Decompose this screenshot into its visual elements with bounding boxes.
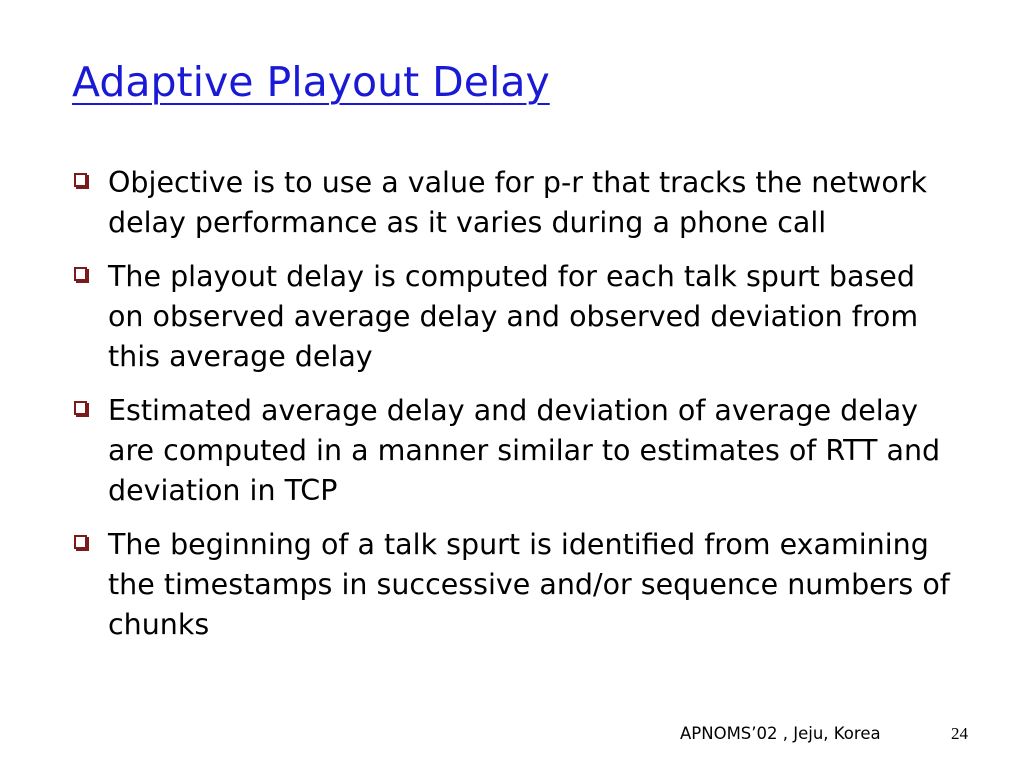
bullet-item xyxy=(70,525,950,645)
bullet-text: Estimated average delay and deviation of average delay are computed in a manner similar to estimates of RTT and deviation in TCP xyxy=(108,394,941,507)
bullet-text: Objective is to use a value for p-r that tracks the network delay performance as it varies during a phone call xyxy=(108,166,927,239)
bullet-item xyxy=(70,163,950,243)
bullet-text: The beginning of a talk spurt is identified from examining the timestamps in successive and/or sequence numbers of chunks xyxy=(108,528,950,641)
footer-conference-label: APNOMS’02 , Jeju, Korea xyxy=(680,724,881,743)
hollow-square-bullet-icon xyxy=(74,267,87,281)
hollow-square-bullet-icon xyxy=(74,173,87,187)
bullet-item xyxy=(70,391,950,511)
bullet-list xyxy=(70,163,950,659)
bullet-item xyxy=(70,257,950,377)
hollow-square-bullet-icon xyxy=(74,401,87,415)
bullet-text: The playout delay is computed for each talk spurt based on observed average delay and observed deviation from this average delay xyxy=(108,260,919,373)
hollow-square-bullet-icon xyxy=(74,535,87,549)
slide-title: Adaptive Playout Delay xyxy=(72,58,550,106)
page-number: 24 xyxy=(951,724,968,743)
